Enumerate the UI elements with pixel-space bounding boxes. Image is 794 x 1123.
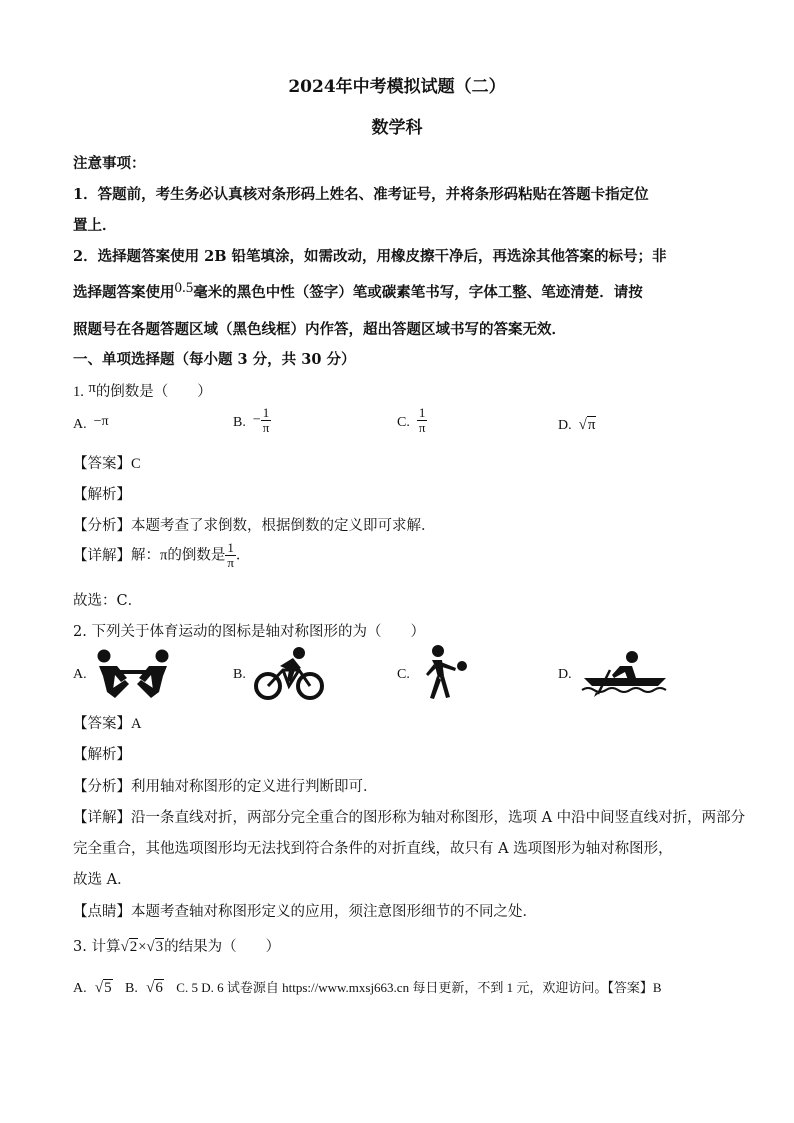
q2-dianjing-text: 本题考查轴对称图形定义的应用，须注意图形细节的不同之处． <box>131 904 537 920</box>
tug-of-war-icon <box>93 648 173 700</box>
notice-item2-line2-c: 毫米的黑色中性（签字）笔或碳素笔书写，字体工整、笔迹清楚．请按 <box>193 284 643 301</box>
q1-pi: π <box>88 380 96 396</box>
q1-fenxi <box>73 514 436 535</box>
volleyball-icon <box>418 644 470 702</box>
q3-stem-b: 的结果为（ ） <box>164 939 281 955</box>
q2-option-c-label: C. <box>397 667 410 682</box>
notice-item1-line1: 1．答题前，考生务必认真核对条形码上姓名、准考证号，并将条形码粘贴在答题卡指定位 <box>73 186 649 203</box>
q2-fenxi-tag: 【分析】 <box>73 779 131 795</box>
notice-item1-line2: 置上． <box>73 217 117 234</box>
q1-option-b <box>233 406 271 435</box>
notice-item2-line1: 2．选择题答案使用 2B 铅笔填涂，如需改动，用橡皮擦干净后，再选涂其他答案的标号；非 <box>73 248 667 265</box>
q1-fenxi-text: 本题考查了求倒数，根据倒数的定义即可求解． <box>131 518 436 534</box>
q2-stem: 2. 下列关于体育运动的图标是轴对称图形的为（ ） <box>73 624 425 640</box>
q3-sqrt-2: √2 <box>120 939 138 955</box>
q1-option-b-numerator: 1 <box>261 406 272 421</box>
q2-option-a-label: A. <box>73 667 87 682</box>
q1-stem <box>73 380 212 401</box>
q1-analysis-tag: 【解析】 <box>73 487 131 503</box>
q2-xiangjie-tag: 【详解】 <box>73 810 131 826</box>
q2-analysis-tag: 【解析】 <box>73 747 131 763</box>
q2-dianjing <box>73 900 537 921</box>
q2-xiangjie-line1 <box>73 806 745 827</box>
q3-sqrt-3: √3 <box>146 939 164 955</box>
q3-stem <box>73 935 280 956</box>
q2-answer <box>73 712 141 733</box>
q1-option-c-denominator: π <box>418 420 426 435</box>
q1-fenxi-tag: 【分析】 <box>73 518 131 534</box>
q1-xiangjie-fraction <box>225 541 236 570</box>
q2-answer-value: A <box>131 716 142 732</box>
q1-answer-value: C <box>131 456 141 472</box>
q1-answer <box>73 452 141 473</box>
rowing-icon <box>580 650 668 698</box>
notice-item2-line2-a: 选择题答案使用 <box>73 284 175 301</box>
q3-stem-a: 3. 计算 <box>73 939 121 955</box>
q3-option-b-sqrt: √6 <box>146 980 163 996</box>
q2-answer-tag: 【答案】 <box>73 716 131 732</box>
q3-rest-text: C. 5 D. 6 试卷源自 https://www.mxsj663.cn 每日更新，不到 1 元，欢迎访问。 <box>176 980 608 995</box>
q1-xiangjie-numerator: 1 <box>225 541 236 556</box>
q3-option-a-label: A. <box>73 981 87 996</box>
q1-option-d <box>558 417 596 434</box>
q3-answer-value: B <box>652 980 662 995</box>
q3-sqrt-3-radicand: 3 <box>155 939 164 955</box>
q3-option-a-sqrt: √5 <box>94 980 112 996</box>
q2-conclusion: 故选 A． <box>73 872 132 888</box>
q1-answer-tag: 【答案】 <box>73 456 131 472</box>
q1-xiangjie-b: 的倒数是 <box>167 547 226 564</box>
q1-option-d-radicand: π <box>587 417 596 433</box>
q3-options-line <box>73 977 662 997</box>
q1-xiangjie-end: ． <box>235 547 251 564</box>
subject-title: 数学科 <box>371 118 423 138</box>
cycling-icon <box>253 646 325 702</box>
q1-option-d-sqrt: √π <box>578 417 596 433</box>
q1-option-b-denominator: π <box>262 420 270 435</box>
q3-option-b-label: B. <box>125 981 138 996</box>
q3-option-b-radicand: 6 <box>155 980 163 996</box>
q1-option-a-label: A. <box>73 417 87 432</box>
q1-option-b-fraction <box>261 406 272 435</box>
notice-item2-line3: 照题号在各题答题区域（黑色线框）内作答，超出答题区域书写的答案无效． <box>73 321 566 338</box>
q2-option-d-label: D. <box>558 667 572 682</box>
q2-fenxi <box>73 775 378 796</box>
q1-option-b-label: B. <box>233 414 246 430</box>
q1-option-a <box>73 414 109 433</box>
notice-item2-line2-number: 0.5 <box>174 280 194 296</box>
q1-option-d-label: D. <box>558 418 572 433</box>
q3-times: × <box>138 939 147 955</box>
notice-item2-line2 <box>73 281 643 302</box>
q1-option-b-sign: − <box>252 412 261 428</box>
q1-xiangjie-denominator: π <box>227 555 234 570</box>
q1-xiangjie-tag: 【详解】 <box>73 547 131 564</box>
q1-xiangjie <box>73 541 250 570</box>
q3-option-a-radicand: 5 <box>104 980 112 996</box>
q2-dianjing-tag: 【点睛】 <box>73 904 131 920</box>
q3-answer-tag: 【答案】 <box>607 981 653 996</box>
notice-heading: 注意事项： <box>73 155 146 172</box>
q2-xiangjie-line2: 完全重合，其他选项图形均无法找到符合条件的对折直线，故只有 A 选项图形为轴对称图形， <box>73 841 673 857</box>
q1-xiangjie-pi: π <box>160 547 168 564</box>
q1-conclusion: 故选：C． <box>73 593 143 609</box>
q1-number: 1. <box>73 384 84 400</box>
q1-option-a-value: −π <box>93 414 109 429</box>
q2-xiangjie-line1-text: 沿一条直线对折，两部分完全重合的图形称为轴对称图形，选项 A 中沿中间竖直线对折，两部分 <box>131 810 746 826</box>
q1-xiangjie-a: 解： <box>131 547 160 564</box>
q1-option-c-numerator: 1 <box>417 406 428 421</box>
q2-fenxi-text: 利用轴对称图形的定义进行判断即可． <box>131 779 378 795</box>
section1-heading: 一、单项选择题（每小题 3 分，共 30 分） <box>73 351 356 368</box>
q2-option-b-label: B. <box>233 667 246 682</box>
q3-sqrt-2-radicand: 2 <box>129 939 138 955</box>
q1-option-c-fraction <box>417 406 428 435</box>
q1-option-c-label: C. <box>397 414 410 430</box>
q1-option-c <box>397 406 427 435</box>
q1-stem-text: 的倒数是（ ） <box>95 384 212 400</box>
exam-title: 2024年中考模拟试题（二） <box>288 77 506 97</box>
